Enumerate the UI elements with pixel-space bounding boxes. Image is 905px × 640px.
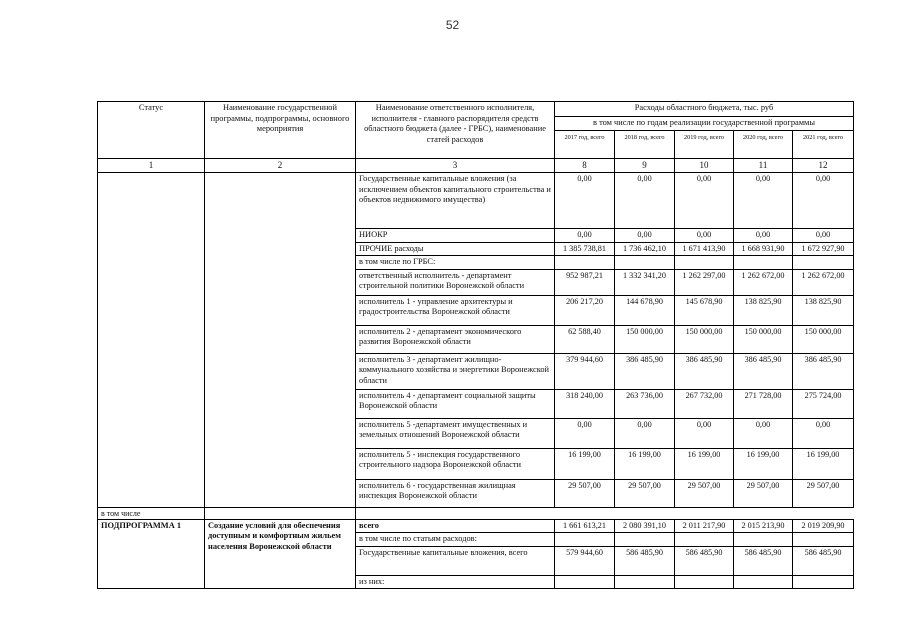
value-cell: 150 000,00 [793, 325, 854, 353]
header-year: 2017 год, всего [555, 131, 615, 159]
value-cell: 1 385 738,81 [555, 242, 615, 256]
value-cell [555, 533, 615, 547]
in-that-number-label: в том числе [98, 507, 205, 519]
value-cell: 379 944,60 [555, 353, 615, 389]
table-row [98, 173, 854, 229]
row-label: исполнитель 4 - департамент социальной защиты Воронежской области [356, 389, 555, 418]
value-cell [615, 533, 675, 547]
value-cell: 1 668 931,90 [734, 242, 793, 256]
row-label: из них: [356, 575, 555, 589]
column-number: 12 [793, 159, 854, 173]
value-cell: 1 661 613,21 [555, 519, 615, 533]
row-label: ПРОЧИЕ расходы [356, 242, 555, 256]
value-cell: 144 678,90 [615, 295, 675, 325]
value-cell [675, 256, 734, 270]
value-cell: 206 217,20 [555, 295, 615, 325]
value-cell: 0,00 [734, 229, 793, 243]
value-cell: 0,00 [615, 418, 675, 448]
header-year: 2020 год, всего [734, 131, 793, 159]
value-cell: 0,00 [615, 173, 675, 229]
row-label: в том числе по ГРБС: [356, 256, 555, 270]
value-cell: 16 199,00 [555, 448, 615, 479]
header-executor: Наименование ответственного исполнителя, исполнителя - главного распорядителя средств областного бюджета (далее - ГРБС), наименование статей расходов [356, 102, 555, 159]
value-cell: 16 199,00 [675, 448, 734, 479]
row-label: всего [356, 519, 555, 533]
column-number: 1 [98, 159, 205, 173]
value-cell: 29 507,00 [793, 479, 854, 507]
value-cell: 0,00 [555, 229, 615, 243]
value-cell: 0,00 [675, 418, 734, 448]
row-label: в том числе по статьям расходов: [356, 533, 555, 547]
value-cell: 386 485,90 [734, 353, 793, 389]
value-cell: 271 728,00 [734, 389, 793, 418]
budget-table [97, 101, 854, 589]
value-cell [615, 256, 675, 270]
value-cell: 2 080 391,10 [615, 519, 675, 533]
value-cell: 586 485,90 [734, 546, 793, 575]
header-year: 2021 год, всего [793, 131, 854, 159]
status-cell [98, 173, 205, 508]
column-number: 10 [675, 159, 734, 173]
value-cell: 0,00 [555, 418, 615, 448]
subprogram-row [98, 519, 854, 533]
value-cell: 1 671 413,90 [675, 242, 734, 256]
header-by-years: в том числе по годам реализации государственной программы [555, 117, 854, 131]
column-number-row [98, 159, 854, 173]
value-cell [734, 575, 793, 589]
column-number: 2 [205, 159, 356, 173]
value-cell: 586 485,90 [675, 546, 734, 575]
value-cell: 150 000,00 [734, 325, 793, 353]
row-label: НИОКР [356, 229, 555, 243]
value-cell [555, 575, 615, 589]
value-cell: 150 000,00 [615, 325, 675, 353]
value-cell [675, 533, 734, 547]
value-cell [675, 575, 734, 589]
value-cell: 16 199,00 [615, 448, 675, 479]
value-cell [734, 533, 793, 547]
value-cell [555, 256, 615, 270]
value-cell: 318 240,00 [555, 389, 615, 418]
column-number: 8 [555, 159, 615, 173]
header-program-name: Наименование государственной программы, подпрограммы, основного мероприятия [205, 102, 356, 159]
value-cell: 16 199,00 [734, 448, 793, 479]
row-label: исполнитель 6 - государственная жилищная инспекция Воронежской области [356, 479, 555, 507]
value-cell [793, 575, 854, 589]
row-label: ответственный исполнитель - департамент строительной политики Воронежской области [356, 269, 555, 295]
value-cell: 1 672 927,90 [793, 242, 854, 256]
value-cell: 138 825,90 [793, 295, 854, 325]
value-cell: 1 262 297,00 [675, 269, 734, 295]
row-label: исполнитель 1 - управление архитектуры и градостроительства Воронежской области [356, 295, 555, 325]
value-cell: 275 724,00 [793, 389, 854, 418]
value-cell: 1 332 341,20 [615, 269, 675, 295]
value-cell: 0,00 [675, 229, 734, 243]
value-cell [615, 575, 675, 589]
row-label: исполнитель 3 - департамент жилищно-коммунального хозяйства и энергетики Воронежской области [356, 353, 555, 389]
in-that-number-row [98, 507, 854, 519]
value-cell: 0,00 [555, 173, 615, 229]
value-cell [734, 256, 793, 270]
value-cell: 386 485,90 [615, 353, 675, 389]
program-name-cell [205, 173, 356, 508]
value-cell: 29 507,00 [555, 479, 615, 507]
value-cell: 138 825,90 [734, 295, 793, 325]
value-cell: 0,00 [734, 173, 793, 229]
value-cell: 2 015 213,90 [734, 519, 793, 533]
value-cell: 1 262 672,00 [793, 269, 854, 295]
value-cell: 145 678,90 [675, 295, 734, 325]
value-cell: 16 199,00 [793, 448, 854, 479]
value-cell: 0,00 [734, 418, 793, 448]
value-cell: 0,00 [793, 173, 854, 229]
value-cell: 29 507,00 [675, 479, 734, 507]
value-cell: 150 000,00 [675, 325, 734, 353]
value-cell: 586 485,90 [793, 546, 854, 575]
value-cell [793, 533, 854, 547]
value-cell: 2 011 217,90 [675, 519, 734, 533]
value-cell: 62 588,40 [555, 325, 615, 353]
header-status: Статус [98, 102, 205, 159]
row-label: исполнитель 5 - инспекция государственного строительного надзора Воронежской области [356, 448, 555, 479]
value-cell: 263 736,00 [615, 389, 675, 418]
empty-cell [356, 507, 854, 519]
row-label: Государственные капитальные вложения (за исключением объектов капитального строительства и объектов недвижимого имущества) [356, 173, 555, 229]
row-label: исполнитель 5 -департамент имущественных и земельных отношений Воронежской области [356, 418, 555, 448]
value-cell: 1 262 672,00 [734, 269, 793, 295]
value-cell: 579 944,60 [555, 546, 615, 575]
column-number: 9 [615, 159, 675, 173]
value-cell: 386 485,90 [675, 353, 734, 389]
header-year: 2018 год, всего [615, 131, 675, 159]
value-cell: 386 485,90 [793, 353, 854, 389]
header-year: 2019 год, всего [675, 131, 734, 159]
row-label: исполнитель 2 - департамент экономического развития Воронежской области [356, 325, 555, 353]
column-number: 3 [356, 159, 555, 173]
value-cell: 29 507,00 [734, 479, 793, 507]
value-cell: 586 485,90 [615, 546, 675, 575]
value-cell: 0,00 [615, 229, 675, 243]
subprogram-name: Создание условий для обеспечения доступным и комфортным жильем населения Воронежской области [205, 519, 356, 589]
value-cell: 0,00 [793, 418, 854, 448]
empty-cell [205, 507, 356, 519]
value-cell: 952 987,21 [555, 269, 615, 295]
row-label: Государственные капитальные вложения, всего [356, 546, 555, 575]
header-expenses: Расходы областного бюджета, тыс. руб [555, 102, 854, 117]
subprogram-status: ПОДПРОГРАММА 1 [98, 519, 205, 589]
value-cell: 29 507,00 [615, 479, 675, 507]
value-cell: 0,00 [675, 173, 734, 229]
value-cell: 2 019 209,90 [793, 519, 854, 533]
page-number: 52 [445, 18, 460, 32]
value-cell: 0,00 [793, 229, 854, 243]
value-cell [793, 256, 854, 270]
value-cell: 1 736 462,10 [615, 242, 675, 256]
value-cell: 267 732,00 [675, 389, 734, 418]
column-number: 11 [734, 159, 793, 173]
